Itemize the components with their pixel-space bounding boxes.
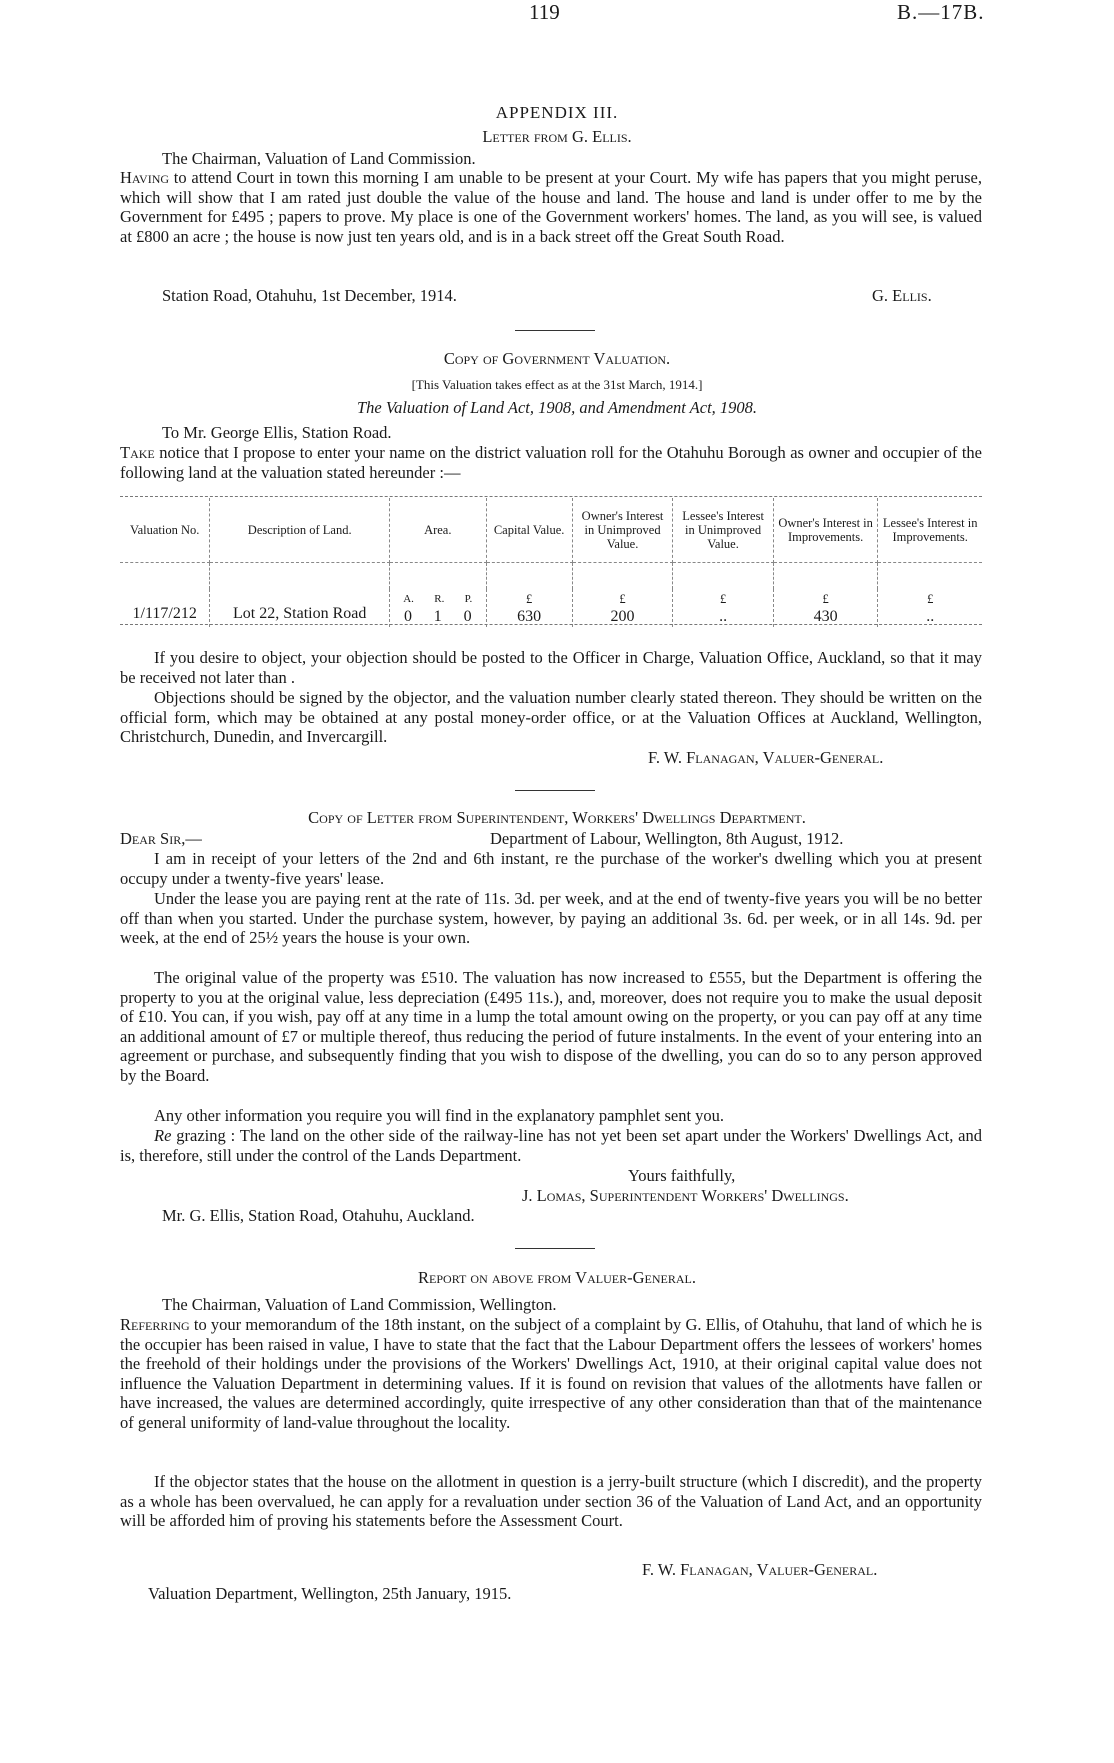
table-spacer-row — [120, 563, 982, 590]
letter-ellis-title: Letter from G. Ellis. — [482, 127, 632, 146]
appendix-title: APPENDIX III. — [495, 103, 619, 122]
valuation-act: The Valuation of Land Act, 1908, and Amendment Act, 1908. — [356, 398, 758, 417]
cell-area — [390, 589, 486, 627]
valuation-table — [120, 498, 982, 627]
unit-roods: R. — [434, 593, 445, 605]
letter-lomas-p2: Under the lease you are paying rent at the rate of 11s. 3d. per week, and at the end of twenty-five years you will be no better off than when you started. Under the purchase system, however, by paying an additional 3s. 6d. per week, or in all 14s. 9d. per week, at the end of 25½ years the house is your own. — [120, 889, 982, 948]
letter-ellis-signature: G. Ellis. — [872, 286, 932, 305]
area-values — [393, 608, 482, 625]
letter-lomas-title: Copy of Letter from Superintendent, Workers' Dwellings Department. — [308, 808, 806, 827]
table-bottom-rule — [120, 624, 982, 625]
col-description: Description of Land. — [210, 498, 390, 563]
col-valuation-no: Valuation No. — [120, 498, 210, 563]
valuation-notice-lead: Take — [120, 443, 155, 462]
col-area: Area. — [390, 498, 486, 563]
cell-description: Lot 22, Station Road — [210, 589, 390, 627]
page-number: 119 — [529, 0, 560, 24]
letter-ellis-body — [120, 168, 982, 246]
section-divider — [515, 790, 595, 791]
valuation-title: Copy of Government Valuation. — [443, 349, 671, 368]
letter-lomas-p1: I am in receipt of your letters of the 2nd and 6th instant, re the purchase of the worker's dwelling which you at present occupy under a twenty-five years' lease. — [120, 849, 982, 888]
col-capital-value: Capital Value. — [486, 498, 572, 563]
currency-symbol: £ — [927, 592, 934, 606]
area-roods: 1 — [433, 608, 442, 625]
valuation-objection-1: If you desire to object, your objection should be posted to the Officer in Charge, Valuation Office, Auckland, so that it may be received not later than . — [120, 648, 982, 687]
capital-value: 630 — [517, 608, 542, 625]
report-p2: If the objector states that the house on the allotment in question is a jerry-built structure (which I discredit), and the property as a whole has been overvalued, he can apply for a revaluation under section 36 of the Valuation of Land Act, and an opportunity will be afforded him of proving his statements before the Assessment Court. — [120, 1472, 982, 1531]
letter-lomas-closing: Yours faithfully, — [628, 1166, 736, 1185]
cell-valuation-no: 1/117/212 — [120, 589, 210, 627]
area-units — [393, 591, 482, 608]
report-place-date: Valuation Department, Wellington, 25th January, 1915. — [148, 1584, 512, 1603]
valuation-effect-note: [This Valuation takes effect as at the 31st March, 1914.] — [411, 377, 703, 392]
document-reference: B.—17B. — [897, 0, 985, 24]
letter-ellis-lead: Having — [120, 168, 170, 187]
section-divider — [515, 330, 595, 331]
cell-owner-improvements — [773, 589, 878, 627]
unit-acres: A. — [403, 593, 414, 605]
valuation-objection-2: Objections should be signed by the objector, and the valuation number clearly stated thereon. They should be written on the official form, which may be obtained at any postal money-order office, or at the Valuation Offices at Auckland, Wellington, Christchurch, Dunedin, and Invercargill. — [120, 688, 982, 747]
letter-lomas-salutation: Dear Sir,— — [120, 829, 202, 848]
currency-symbol: £ — [822, 592, 829, 606]
letter-lomas-p5-lead: Re — [154, 1126, 172, 1145]
owner-unimproved-value: 200 — [610, 608, 635, 625]
report-addressee: The Chairman, Valuation of Land Commission, Wellington. — [162, 1295, 557, 1314]
col-lessee-improvements: Lessee's Interest in Improvements. — [878, 498, 982, 563]
col-lessee-unimproved: Lessee's Interest in Unimproved Value. — [673, 498, 774, 563]
letter-ellis-place-date: Station Road, Otahuhu, 1st December, 1914. — [162, 286, 457, 305]
cell-capital-value — [486, 589, 572, 627]
valuation-signature: F. W. Flanagan, Valuer-General. — [648, 748, 884, 767]
area-acres: 0 — [403, 608, 412, 625]
cell-lessee-unimproved — [673, 589, 774, 627]
currency-symbol: £ — [619, 592, 626, 606]
letter-lomas-dateline: Department of Labour, Wellington, 8th August, 1912. — [490, 829, 844, 848]
report-title: Report on above from Valuer-General. — [418, 1268, 696, 1287]
col-owner-unimproved: Owner's Interest in Unimproved Value. — [572, 498, 673, 563]
valuation-table-header — [120, 498, 982, 563]
unit-perches: P. — [464, 593, 473, 605]
col-owner-improvements: Owner's Interest in Improvements. — [773, 498, 878, 563]
letter-lomas-p5 — [120, 1126, 982, 1165]
letter-lomas-p4: Any other information you require you will find in the explanatory pamphlet sent you. — [154, 1106, 725, 1125]
table-row — [120, 589, 982, 627]
owner-improvements-value: 430 — [813, 608, 838, 625]
letter-lomas-p5-text: grazing : The land on the other side of the railway-line has not yet been set apart under the Workers' Dwellings Act, and is, therefore, still under the control of the Lands Department. — [120, 1126, 982, 1165]
report-p1-text: to your memorandum of the 18th instant, on the subject of a complaint by G. Ellis, of Otahuhu, that land of which he is the occupier has been raised in value, I have to state that the fact that the Labour Department offers the lessees of workers' homes the freehold of their holdings under the provisions of the Workers' Dwellings Act, 1910, at their original capital value does not influence the Valuation Department in determining values. If it is found on revision that values of the allotments have fallen or have increased, the values are determined accordingly, quite irrespective of any other consideration than that of the maintenance of general uniformity of land-value throughout the locality. — [120, 1315, 982, 1432]
area-perches: 0 — [463, 608, 472, 625]
letter-lomas-signature — [522, 1186, 849, 1206]
report-lead: Referring — [120, 1315, 190, 1334]
section-divider — [515, 1248, 595, 1249]
cell-owner-unimproved — [572, 589, 673, 627]
letter-ellis-text: to attend Court in town this morning I am unable to be present at your Court. My wife has papers that you might peruse, which will show that I am rated just double the value of the house and land. The house and land is under offer to me by the Government for £495 ; papers to prove. My place is one of the Government workers' homes. The land, as you will see, is valued at £800 an acre ; the house is now just ten years old, and is in a back street off the Great South Road. — [120, 168, 982, 246]
valuation-notice — [120, 443, 982, 482]
report-signature: F. W. Flanagan, Valuer-General. — [642, 1560, 878, 1579]
cell-lessee-improvements — [878, 589, 982, 627]
currency-symbol: £ — [526, 592, 533, 606]
table-top-rule — [120, 496, 982, 497]
report-p1 — [120, 1315, 982, 1433]
letter-lomas-addressee: Mr. G. Ellis, Station Road, Otahuhu, Auckland. — [162, 1206, 475, 1225]
lessee-unimproved-value: .. — [719, 608, 728, 625]
letter-lomas-p3: The original value of the property was £510. The valuation has now increased to £555, but the Department is offering the property to you at the original value, less depreciation (£495 11s.), and, moreover, does not require you to make the usual deposit of £10. You can, if you wish, pay off at any time in a lump the total amount owing on the property, or you can pay off at any time an additional amount of £7 or multiple thereof, thus reducing the period of future instalments. In the event of your entering into an agreement or purchase, and subsequently finding that you wish to dispose of the dwelling, you can do so to any person approved by the Board. — [120, 968, 982, 1085]
letter-ellis-addressee: The Chairman, Valuation of Land Commission. — [162, 149, 476, 168]
currency-symbol: £ — [719, 592, 727, 606]
letter-lomas-signature-text: J. Lomas, Superintendent Workers' Dwellings. — [522, 1186, 849, 1205]
valuation-notice-text: notice that I propose to enter your name on the district valuation roll for the Otahuhu Borough as owner and occupier of the following land at the valuation stated hereunder :— — [120, 443, 982, 482]
valuation-recipient: To Mr. George Ellis, Station Road. — [162, 423, 392, 442]
lessee-improvements-value: .. — [926, 608, 935, 625]
